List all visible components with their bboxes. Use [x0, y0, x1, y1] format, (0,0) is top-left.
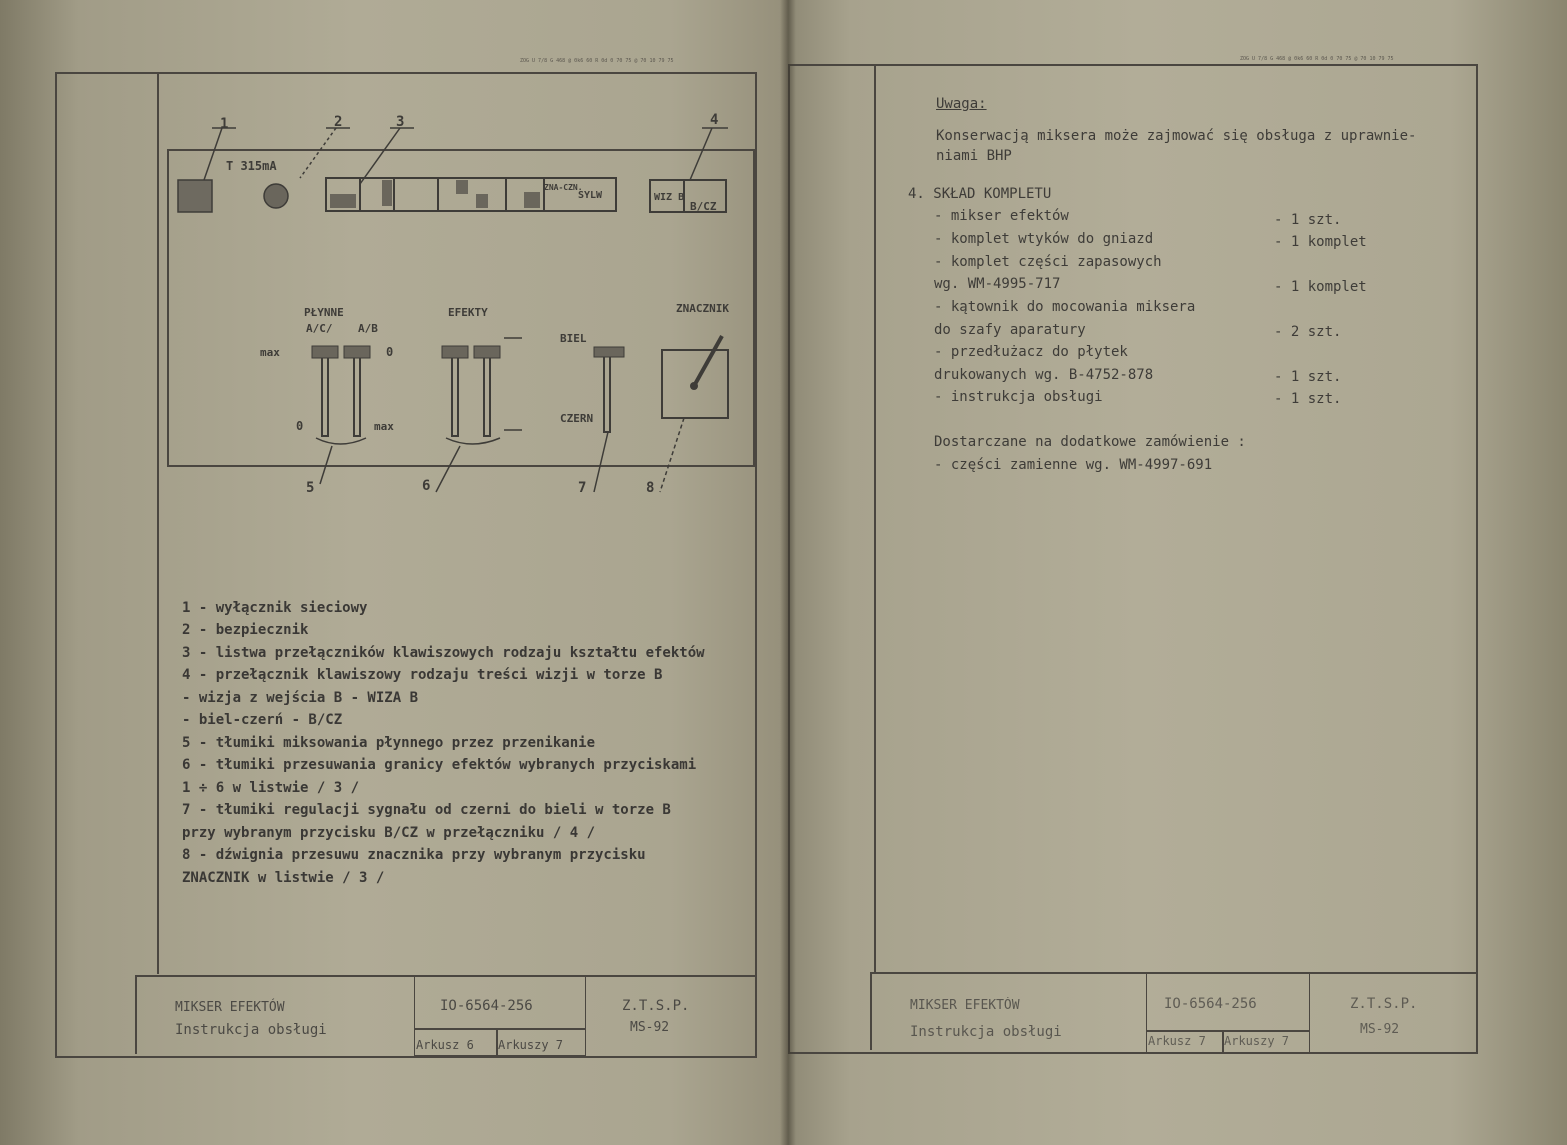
legend-line-9: 1 ÷ 6 w listwie / 3 /	[182, 780, 360, 796]
slider-group-6	[442, 338, 522, 444]
key-label-znacznik: ZNA-CZN.	[544, 183, 583, 192]
key-label-wizb: WIZ B	[654, 192, 685, 203]
legend-line-12: 8 - dźwignia przesuwu znacznika przy wybranym przycisku	[182, 847, 646, 863]
callout-5: 5	[306, 480, 315, 496]
legend-line-6: - biel-czerń - B/CZ	[182, 712, 343, 728]
item-8-qty: - 1 szt.	[1274, 369, 1342, 385]
label-znacznik: ZNACZNIK	[676, 302, 729, 315]
label-max-right: max	[374, 420, 394, 433]
left-tb-sheet: Arkusz 6	[416, 1038, 474, 1052]
item-4: wg. WM-4995-717	[934, 276, 1061, 292]
key-label-bcz: B/CZ	[690, 200, 717, 213]
note-line-1: Konserwacją miksera może zajmować się obsługa z uprawnie-	[936, 128, 1417, 144]
label-zero-left: 0	[296, 419, 304, 433]
key-label-sylw: SYLW	[578, 190, 603, 201]
legend-line-3: 3 - listwa przełączników klawiszowych rodzaju kształtu efektów	[182, 645, 705, 661]
left-top-code: ZOG U 7/8 G 468 @ 0k6 60 R 0d 0 70 75 @ 70 10 79 75	[520, 58, 674, 64]
callout-6: 6	[422, 478, 431, 494]
item-9-qty: - 1 szt.	[1274, 391, 1342, 407]
callout-8: 8	[646, 480, 655, 496]
slider-group-5	[312, 346, 370, 444]
left-tb-docno: IO-6564-256	[440, 998, 533, 1014]
fuse-label: T 315mA	[226, 159, 277, 173]
item-9: - instrukcja obsługi	[934, 389, 1103, 405]
right-tb-org: Z.T.S.P.	[1350, 996, 1418, 1012]
left-tb-org: Z.T.S.P.	[622, 998, 690, 1014]
item-1: - mikser efektów	[934, 208, 1069, 224]
right-tb-sheets: Arkuszy 7	[1224, 1034, 1290, 1048]
section-title: 4. SKŁAD KOMPLETU	[908, 186, 1052, 202]
callout-1: 1	[220, 116, 229, 132]
joystick-8	[662, 336, 728, 418]
slider-7	[594, 347, 624, 432]
book-gutter	[780, 0, 796, 1145]
label-zero-right: 0	[386, 345, 394, 359]
callout-2: 2	[334, 114, 343, 130]
panel-diagram	[160, 100, 760, 500]
callout-4: 4	[710, 112, 719, 128]
item-6: do szafy aparatury	[934, 322, 1086, 338]
right-tb-model: MS-92	[1360, 1022, 1400, 1037]
additional-heading: Dostarczane na dodatkowe zamówienie :	[934, 434, 1246, 450]
item-4-qty: - 1 komplet	[1274, 279, 1367, 295]
right-titleblock-left-line	[870, 972, 872, 1050]
right-page	[788, 0, 1567, 1145]
right-tb-sheet: Arkusz 7	[1148, 1034, 1206, 1048]
power-switch-shape	[178, 180, 212, 212]
legend-line-4: 4 - przełącznik klawiszowy rodzaju treści wizji w torze B	[182, 667, 663, 683]
label-efekty: EFEKTY	[448, 306, 488, 319]
left-tb-subtitle: Instrukcja obsługi	[175, 1022, 327, 1038]
label-biel: BIEL	[560, 332, 587, 345]
legend-line-11: przy wybranym przycisku B/CZ w przełączniku / 4 /	[182, 825, 596, 841]
item-7: - przedłużacz do płytek	[934, 344, 1128, 360]
item-6-qty: - 2 szt.	[1274, 324, 1342, 340]
label-max-left: max	[260, 346, 280, 359]
legend-line-7: 5 - tłumiki miksowania płynnego przez przenikanie	[182, 735, 596, 751]
legend-line-5: - wizja z wejścia B - WIZA B	[182, 690, 419, 706]
right-top-code: ZOG U 7/8 G 468 @ 0k6 60 R 0d 0 70 75 @ 70 10 79 75	[1240, 56, 1394, 62]
legend-line-2: 2 - bezpiecznik	[182, 622, 309, 638]
label-ab: A/B	[358, 322, 378, 335]
left-margin-line	[157, 74, 159, 974]
right-tb-docno: IO-6564-256	[1164, 996, 1257, 1012]
left-tb-sheets: Arkuszy 7	[498, 1038, 564, 1052]
note-line-2: niami BHP	[936, 148, 1012, 164]
right-outer-frame	[788, 64, 1478, 1054]
additional-item-1: - części zamienne wg. WM-4997-691	[934, 457, 1213, 473]
left-titleblock-left-line	[135, 976, 137, 1054]
right-tb-title: MIKSER EFEKTÓW	[910, 998, 1020, 1013]
callout-3: 3	[396, 114, 405, 130]
item-5: - kątownik do mocowania miksera	[934, 299, 1196, 315]
callout-7: 7	[578, 480, 587, 496]
note-heading: Uwaga:	[936, 96, 987, 112]
item-1-qty: - 1 szt.	[1274, 212, 1342, 228]
right-margin-line	[874, 66, 876, 972]
legend-line-10: 7 - tłumiki regulacji sygnału od czerni do bieli w torze B	[182, 802, 671, 818]
legend-line-1: 1 - wyłącznik sieciowy	[182, 600, 368, 616]
left-tb-model: MS-92	[630, 1020, 670, 1035]
legend-line-8: 6 - tłumiki przesuwania granicy efektów wybranych przyciskami	[182, 757, 697, 773]
item-3: - komplet części zapasowych	[934, 254, 1162, 270]
label-czern: CZERN	[560, 412, 594, 425]
item-2-qty: - 1 komplet	[1274, 234, 1367, 250]
left-tb-title: MIKSER EFEKTÓW	[175, 1000, 285, 1015]
fuse-shape	[264, 184, 288, 208]
label-plynne: PŁYNNE	[304, 306, 344, 319]
item-8: drukowanych wg. B-4752-878	[934, 367, 1154, 383]
label-ac: A/C/	[306, 322, 333, 335]
right-tb-subtitle: Instrukcja obsługi	[910, 1024, 1062, 1040]
item-2: - komplet wtyków do gniazd	[934, 231, 1154, 247]
legend-line-13: ZNACZNIK w listwie / 3 /	[182, 870, 385, 886]
